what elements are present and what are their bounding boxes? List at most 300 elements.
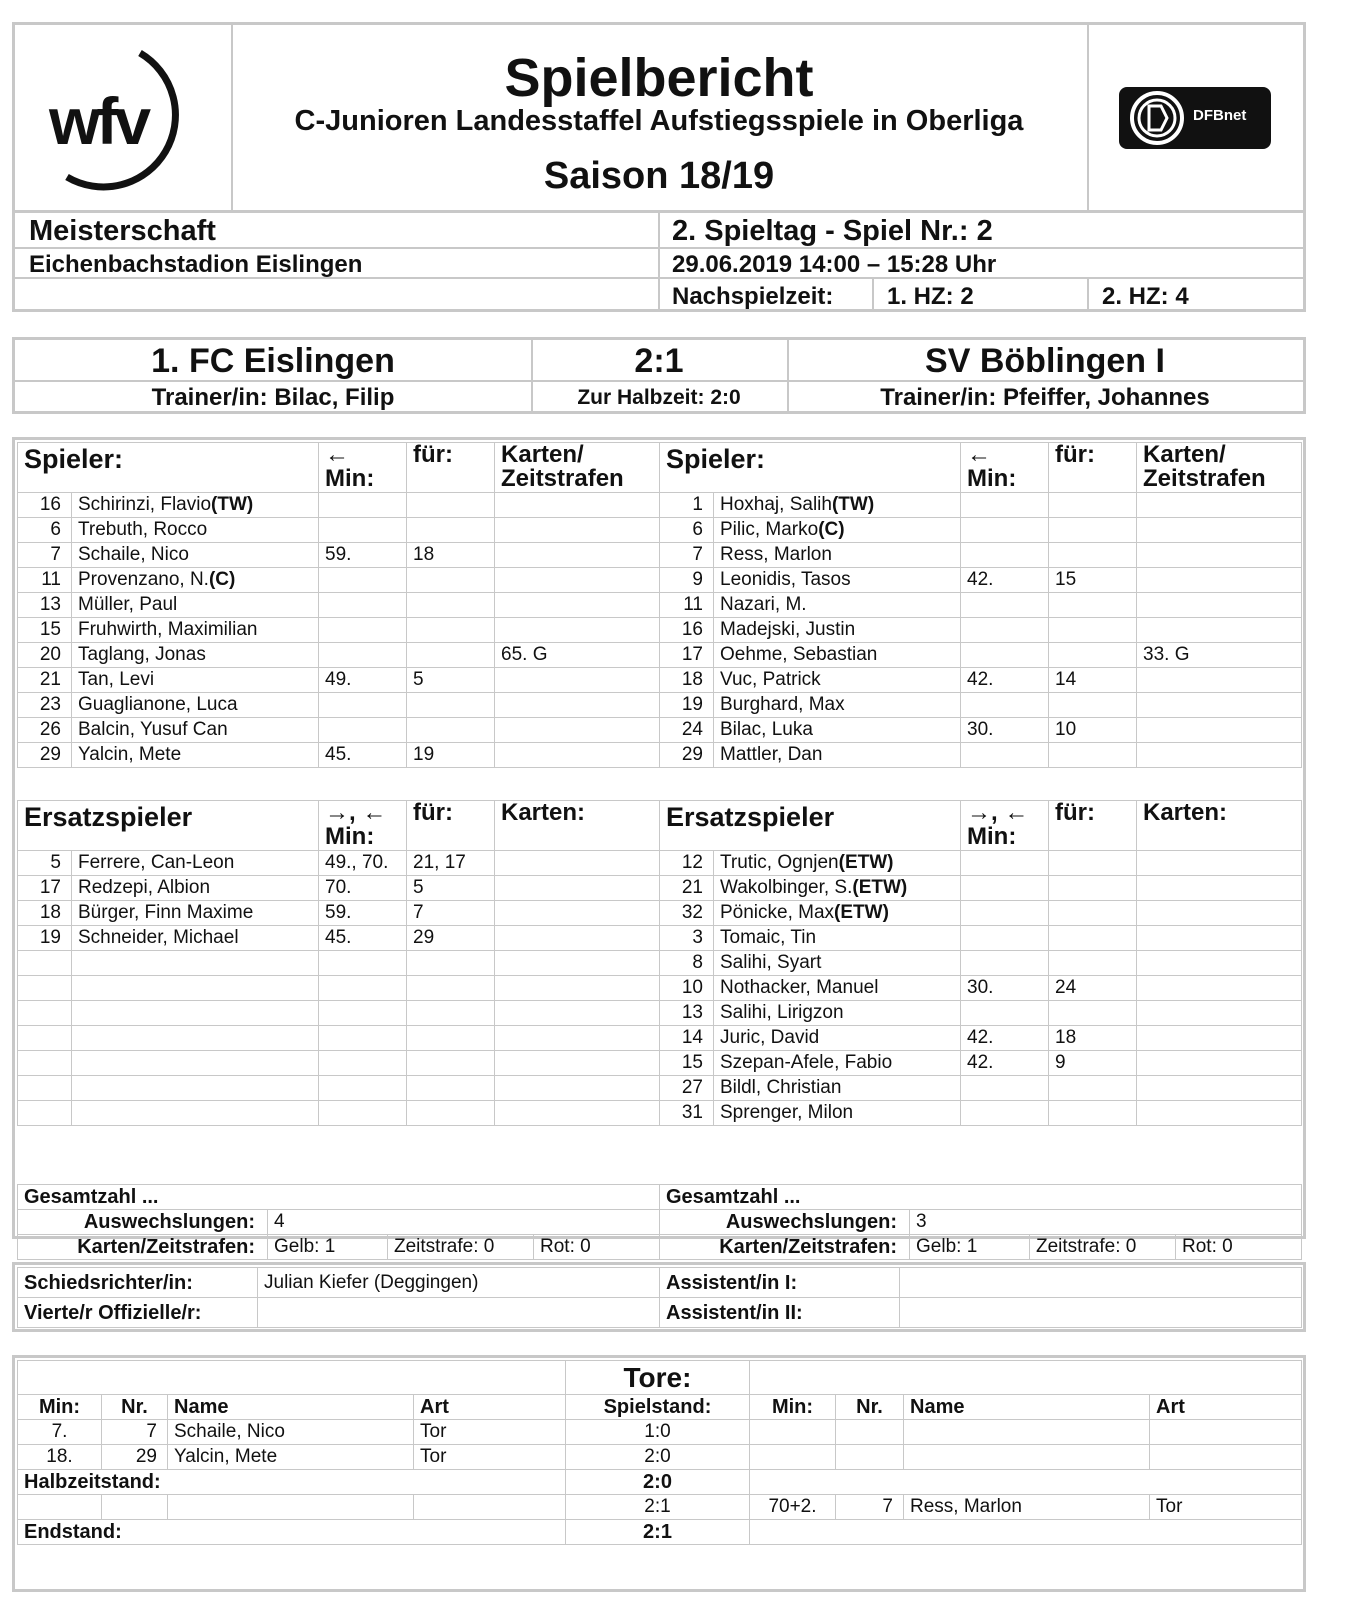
player-name: Madejski, Justin	[714, 618, 961, 643]
assistant2-label: Assistent/in II:	[660, 1298, 900, 1328]
sub-minute	[319, 693, 407, 718]
player-name: Juric, David	[714, 1026, 961, 1051]
sub-minute: 59.	[319, 543, 407, 568]
fuer-header: für:	[407, 443, 495, 493]
table-row	[660, 1001, 1302, 1026]
player-number	[18, 1051, 72, 1076]
goal-minute	[18, 1495, 102, 1520]
goal-type: Tor	[414, 1445, 566, 1470]
competition-type: Meisterschaft	[29, 215, 216, 247]
substitutions-label: Auswechslungen:	[18, 1210, 268, 1235]
sub-for: 5	[407, 876, 495, 901]
player-number: 7	[18, 543, 72, 568]
table-row	[18, 693, 660, 718]
goal-score: 2:0	[566, 1445, 750, 1470]
player-number	[18, 951, 72, 976]
sub-for	[1049, 1001, 1137, 1026]
player-number: 23	[18, 693, 72, 718]
sub-minute	[961, 926, 1049, 951]
sub-for	[1049, 618, 1137, 643]
sub-for	[1049, 951, 1137, 976]
goal-nr-header: Nr.	[836, 1395, 904, 1420]
subs-header: Ersatzspieler	[660, 801, 961, 851]
table-row	[660, 901, 1302, 926]
officials-box	[12, 1262, 1306, 1332]
player-name	[72, 1051, 319, 1076]
assistant2-name	[900, 1298, 1302, 1328]
away-yellow: Gelb: 1	[910, 1235, 1030, 1260]
sub-for	[407, 1101, 495, 1126]
player-role-tag: (ETW)	[834, 902, 889, 923]
goal-player-number: 7	[836, 1495, 904, 1520]
player-name: Leonidis, Tasos	[714, 568, 961, 593]
table-row	[18, 1076, 660, 1101]
home-team: 1. FC Eislingen	[151, 342, 395, 380]
player-role-tag: (TW)	[211, 494, 254, 515]
cards	[1137, 851, 1302, 876]
player-number: 11	[18, 568, 72, 593]
player-name	[72, 1001, 319, 1026]
player-name: Wakolbinger, S.(ETW)	[714, 876, 961, 901]
player-number: 15	[660, 1051, 714, 1076]
referee-name: Julian Kiefer (Deggingen)	[258, 1268, 660, 1298]
table-row	[18, 951, 660, 976]
table-row	[18, 976, 660, 1001]
final-label: Endstand:	[18, 1520, 566, 1545]
player-name: Trutic, Ognjen(ETW)	[714, 851, 961, 876]
sub-for	[407, 643, 495, 668]
totals-label: Gesamtzahl ...	[18, 1185, 660, 1210]
player-name: Nazari, M.	[714, 593, 961, 618]
sub-min-header: →, ← Min:	[319, 801, 407, 851]
table-row	[18, 1026, 660, 1051]
player-name: Balcin, Yusuf Can	[72, 718, 319, 743]
player-number: 14	[660, 1026, 714, 1051]
player-number: 15	[18, 618, 72, 643]
fuer-header: für:	[407, 801, 495, 851]
sub-minute	[961, 1101, 1049, 1126]
table-row	[660, 718, 1302, 743]
table-row	[18, 1051, 660, 1076]
cards	[1137, 901, 1302, 926]
fourth-official-name	[258, 1298, 660, 1328]
cards	[1137, 593, 1302, 618]
table-row	[660, 876, 1302, 901]
table-row	[660, 643, 1302, 668]
sub-for	[407, 593, 495, 618]
player-name: Salihi, Lirigzon	[714, 1001, 961, 1026]
goal-player-name: Yalcin, Mete	[168, 1445, 414, 1470]
player-number: 13	[18, 593, 72, 618]
home-yellow: Gelb: 1	[268, 1235, 388, 1260]
sub-minute: 59.	[319, 901, 407, 926]
halftime-score: Zur Halbzeit: 2:0	[577, 386, 741, 409]
cards	[1137, 1101, 1302, 1126]
goal-type-header: Art	[1150, 1395, 1302, 1420]
cards	[1137, 876, 1302, 901]
sub-minute	[319, 1101, 407, 1126]
sub-for	[1049, 493, 1137, 518]
goal-type: Tor	[1150, 1495, 1302, 1520]
cards-penalties-label: Karten/Zeitstrafen:	[660, 1235, 910, 1260]
sub-minute	[961, 493, 1049, 518]
player-name: Pilic, Marko(C)	[714, 518, 961, 543]
player-number: 18	[660, 668, 714, 693]
sub-for	[407, 951, 495, 976]
sub-for	[1049, 593, 1137, 618]
extra-time-first-half: 1. HZ: 2	[887, 283, 974, 310]
teams-box	[12, 337, 1306, 414]
goal-type: Tor	[414, 1420, 566, 1445]
referee-label: Schiedsrichter/in:	[18, 1268, 258, 1298]
fuer-header: für:	[1049, 801, 1137, 851]
cards	[495, 1051, 660, 1076]
min-header: ← Min:	[961, 443, 1049, 493]
player-name: Schirinzi, Flavio(TW)	[72, 493, 319, 518]
goal-player-name: Schaile, Nico	[168, 1420, 414, 1445]
table-row	[660, 1101, 1302, 1126]
cards	[1137, 951, 1302, 976]
table-row	[660, 1076, 1302, 1101]
player-name: Bürger, Finn Maxime	[72, 901, 319, 926]
sub-for	[1049, 643, 1137, 668]
sub-for	[407, 1051, 495, 1076]
player-name: Hoxhaj, Salih(TW)	[714, 493, 961, 518]
home-time-penalty: Zeitstrafe: 0	[388, 1235, 534, 1260]
table-row	[18, 618, 660, 643]
sub-minute	[319, 718, 407, 743]
player-role-tag: (ETW)	[838, 852, 894, 873]
goals-table	[17, 1360, 1302, 1545]
sub-minute: 45.	[319, 743, 407, 768]
home-totals	[17, 1184, 660, 1260]
table-row	[18, 518, 660, 543]
goal-row	[18, 1520, 1302, 1545]
sub-for	[1049, 926, 1137, 951]
cards	[495, 951, 660, 976]
cards	[1137, 718, 1302, 743]
cards	[495, 493, 660, 518]
goal-player-number: 7	[102, 1420, 168, 1445]
player-number: 17	[660, 643, 714, 668]
sub-for: 9	[1049, 1051, 1137, 1076]
table-row	[660, 1026, 1302, 1051]
sub-minute	[319, 976, 407, 1001]
player-number	[18, 976, 72, 1001]
sub-for: 5	[407, 668, 495, 693]
player-number: 26	[18, 718, 72, 743]
player-name: Ress, Marlon	[714, 543, 961, 568]
cards	[495, 668, 660, 693]
sub-minute	[319, 593, 407, 618]
player-name: Guaglianone, Luca	[72, 693, 319, 718]
assistant1-name	[900, 1268, 1302, 1298]
sub-for: 18	[1049, 1026, 1137, 1051]
sub-for	[407, 1076, 495, 1101]
cards	[1137, 518, 1302, 543]
cards	[495, 743, 660, 768]
sub-minute: 42.	[961, 668, 1049, 693]
player-name	[72, 1076, 319, 1101]
cards	[495, 1001, 660, 1026]
cards	[495, 926, 660, 951]
sub-minute	[319, 493, 407, 518]
player-number: 20	[18, 643, 72, 668]
player-name: Tan, Levi	[72, 668, 319, 693]
player-name: Bilac, Luka	[714, 718, 961, 743]
cards	[495, 901, 660, 926]
cards	[495, 851, 660, 876]
player-name	[72, 1026, 319, 1051]
dfbnet-logo: DFBnet	[1119, 87, 1271, 149]
sub-minute: 42.	[961, 568, 1049, 593]
player-name: Mattler, Dan	[714, 743, 961, 768]
players-header: Spieler:	[18, 443, 319, 493]
sub-for: 10	[1049, 718, 1137, 743]
player-number: 7	[660, 543, 714, 568]
cards: 65. G	[495, 643, 660, 668]
cards	[495, 593, 660, 618]
player-number	[18, 1101, 72, 1126]
sub-for	[407, 1001, 495, 1026]
goal-minute	[750, 1445, 836, 1470]
cards	[1137, 693, 1302, 718]
goal-minute: 7.	[18, 1420, 102, 1445]
player-number: 29	[660, 743, 714, 768]
sub-minute	[961, 851, 1049, 876]
sub-minute: 49., 70.	[319, 851, 407, 876]
table-row	[18, 743, 660, 768]
table-row	[18, 901, 660, 926]
fuer-header: für:	[1049, 443, 1137, 493]
table-row	[18, 643, 660, 668]
table-row	[18, 718, 660, 743]
substitutions-label: Auswechslungen:	[660, 1210, 910, 1235]
cards	[1137, 1051, 1302, 1076]
cards	[1137, 976, 1302, 1001]
cards	[495, 618, 660, 643]
sub-for	[407, 976, 495, 1001]
table-row	[660, 951, 1302, 976]
player-number: 32	[660, 901, 714, 926]
goal-row	[18, 1445, 1302, 1470]
sub-minute	[319, 951, 407, 976]
player-role-tag: (C)	[208, 569, 236, 590]
cards	[1137, 543, 1302, 568]
goal-score: 2:1	[566, 1495, 750, 1520]
player-number: 18	[18, 901, 72, 926]
sub-minute	[961, 618, 1049, 643]
cards	[1137, 493, 1302, 518]
cards	[1137, 668, 1302, 693]
goal-row	[18, 1470, 1302, 1495]
home-red: Rot: 0	[534, 1235, 660, 1260]
sub-minute: 42.	[961, 1026, 1049, 1051]
player-name	[72, 1101, 319, 1126]
sub-minute: 30.	[961, 976, 1049, 1001]
cards	[495, 1076, 660, 1101]
table-row	[660, 1051, 1302, 1076]
sub-minute	[319, 1026, 407, 1051]
goal-name-header: Name	[904, 1395, 1150, 1420]
player-name: Oehme, Sebastian	[714, 643, 961, 668]
sub-for	[407, 1026, 495, 1051]
player-name	[72, 976, 319, 1001]
away-substitutions-count: 3	[910, 1210, 1302, 1235]
player-name: Vuc, Patrick	[714, 668, 961, 693]
goal-player-number	[102, 1495, 168, 1520]
player-number: 19	[18, 926, 72, 951]
player-name: Müller, Paul	[72, 593, 319, 618]
player-name: Burghard, Max	[714, 693, 961, 718]
extra-time-second-half: 2. HZ: 4	[1102, 283, 1189, 310]
goal-name-header: Name	[168, 1395, 414, 1420]
player-number: 6	[18, 518, 72, 543]
cards-header: Karten/ Zeitstrafen	[1137, 443, 1302, 493]
cards	[1137, 926, 1302, 951]
table-row	[18, 1001, 660, 1026]
venue: Eichenbachstadion Eislingen	[29, 251, 363, 278]
sub-minute	[961, 693, 1049, 718]
goal-nr-header: Nr.	[102, 1395, 168, 1420]
sub-for	[1049, 876, 1137, 901]
table-row	[660, 568, 1302, 593]
sub-for	[1049, 543, 1137, 568]
goal-minute	[750, 1420, 836, 1445]
cards-penalties-label: Karten/Zeitstrafen:	[18, 1235, 268, 1260]
player-number: 6	[660, 518, 714, 543]
cards	[495, 718, 660, 743]
cards-header: Karten:	[495, 801, 660, 851]
cards-header: Karten/ Zeitstrafen	[495, 443, 660, 493]
sub-minute: 70.	[319, 876, 407, 901]
away-subs-table	[659, 800, 1302, 1126]
table-row	[660, 851, 1302, 876]
player-name	[72, 951, 319, 976]
sub-for	[407, 568, 495, 593]
player-name: Yalcin, Mete	[72, 743, 319, 768]
home-subs-table	[17, 800, 660, 1126]
cards	[495, 1026, 660, 1051]
player-number: 1	[660, 493, 714, 518]
cards	[1137, 1076, 1302, 1101]
goal-type	[1150, 1420, 1302, 1445]
goal-min-header: Min:	[18, 1395, 102, 1420]
player-number: 12	[660, 851, 714, 876]
goal-score: 1:0	[566, 1420, 750, 1445]
cards: 33. G	[1137, 643, 1302, 668]
player-role-tag: (ETW)	[852, 877, 908, 898]
sub-minute	[319, 518, 407, 543]
sub-for	[1049, 1076, 1137, 1101]
match-datetime: 29.06.2019 14:00 – 15:28 Uhr	[672, 251, 997, 278]
goals-title: Tore:	[566, 1361, 750, 1395]
table-row	[18, 926, 660, 951]
totals-label: Gesamtzahl ...	[660, 1185, 1302, 1210]
goal-player-name: Ress, Marlon	[904, 1495, 1150, 1520]
wfv-logo: wfv	[45, 45, 205, 195]
matchday: 2. Spieltag - Spiel Nr.: 2	[672, 215, 993, 247]
sub-for: 18	[407, 543, 495, 568]
subs-header: Ersatzspieler	[18, 801, 319, 851]
goal-type	[414, 1495, 566, 1520]
sub-for: 24	[1049, 976, 1137, 1001]
sub-for: 15	[1049, 568, 1137, 593]
sub-minute	[319, 568, 407, 593]
sub-minute: 45.	[319, 926, 407, 951]
final-score: 2:1	[634, 342, 684, 380]
table-row	[660, 926, 1302, 951]
goal-player-number	[836, 1420, 904, 1445]
away-coach: Trainer/in: Pfeiffer, Johannes	[880, 384, 1210, 411]
sub-minute	[961, 743, 1049, 768]
player-name: Pönicke, Max(ETW)	[714, 901, 961, 926]
goal-row	[18, 1495, 1302, 1520]
sub-for: 29	[407, 926, 495, 951]
sub-minute	[961, 518, 1049, 543]
table-row	[660, 518, 1302, 543]
player-number: 5	[18, 851, 72, 876]
player-number: 24	[660, 718, 714, 743]
cards	[495, 976, 660, 1001]
table-row	[18, 876, 660, 901]
page-title: Spielbericht	[504, 48, 814, 108]
player-number: 21	[660, 876, 714, 901]
cards	[495, 543, 660, 568]
sub-minute	[961, 876, 1049, 901]
season: Saison 18/19	[543, 155, 775, 197]
cards	[495, 693, 660, 718]
sub-for	[407, 618, 495, 643]
sub-for	[407, 718, 495, 743]
player-name: Schneider, Michael	[72, 926, 319, 951]
player-number: 29	[18, 743, 72, 768]
player-number: 17	[18, 876, 72, 901]
player-name: Redzepi, Albion	[72, 876, 319, 901]
table-row	[18, 493, 660, 518]
goal-type	[1150, 1445, 1302, 1470]
table-row	[660, 743, 1302, 768]
sub-minute	[319, 1051, 407, 1076]
goal-player-name	[904, 1445, 1150, 1470]
away-team: SV Böblingen I	[925, 342, 1165, 380]
sub-minute	[961, 951, 1049, 976]
player-number: 21	[18, 668, 72, 693]
player-name: Bildl, Christian	[714, 1076, 961, 1101]
extra-time-label: Nachspielzeit:	[672, 283, 834, 310]
cards	[495, 876, 660, 901]
table-row	[18, 543, 660, 568]
sub-for: 7	[407, 901, 495, 926]
sub-minute	[319, 618, 407, 643]
table-row	[660, 693, 1302, 718]
player-name: Schaile, Nico	[72, 543, 319, 568]
table-row	[660, 976, 1302, 1001]
table-row	[18, 593, 660, 618]
sub-minute	[319, 643, 407, 668]
min-header: ← Min:	[319, 443, 407, 493]
player-number: 10	[660, 976, 714, 1001]
table-row	[18, 568, 660, 593]
cards-header: Karten:	[1137, 801, 1302, 851]
player-role-tag: (C)	[818, 519, 845, 540]
player-name: Sprenger, Milon	[714, 1101, 961, 1126]
sub-for	[407, 693, 495, 718]
player-number: 3	[660, 926, 714, 951]
sub-minute	[961, 1001, 1049, 1026]
final-score-value: 2:1	[566, 1520, 750, 1545]
home-coach: Trainer/in: Bilac, Filip	[151, 384, 395, 411]
